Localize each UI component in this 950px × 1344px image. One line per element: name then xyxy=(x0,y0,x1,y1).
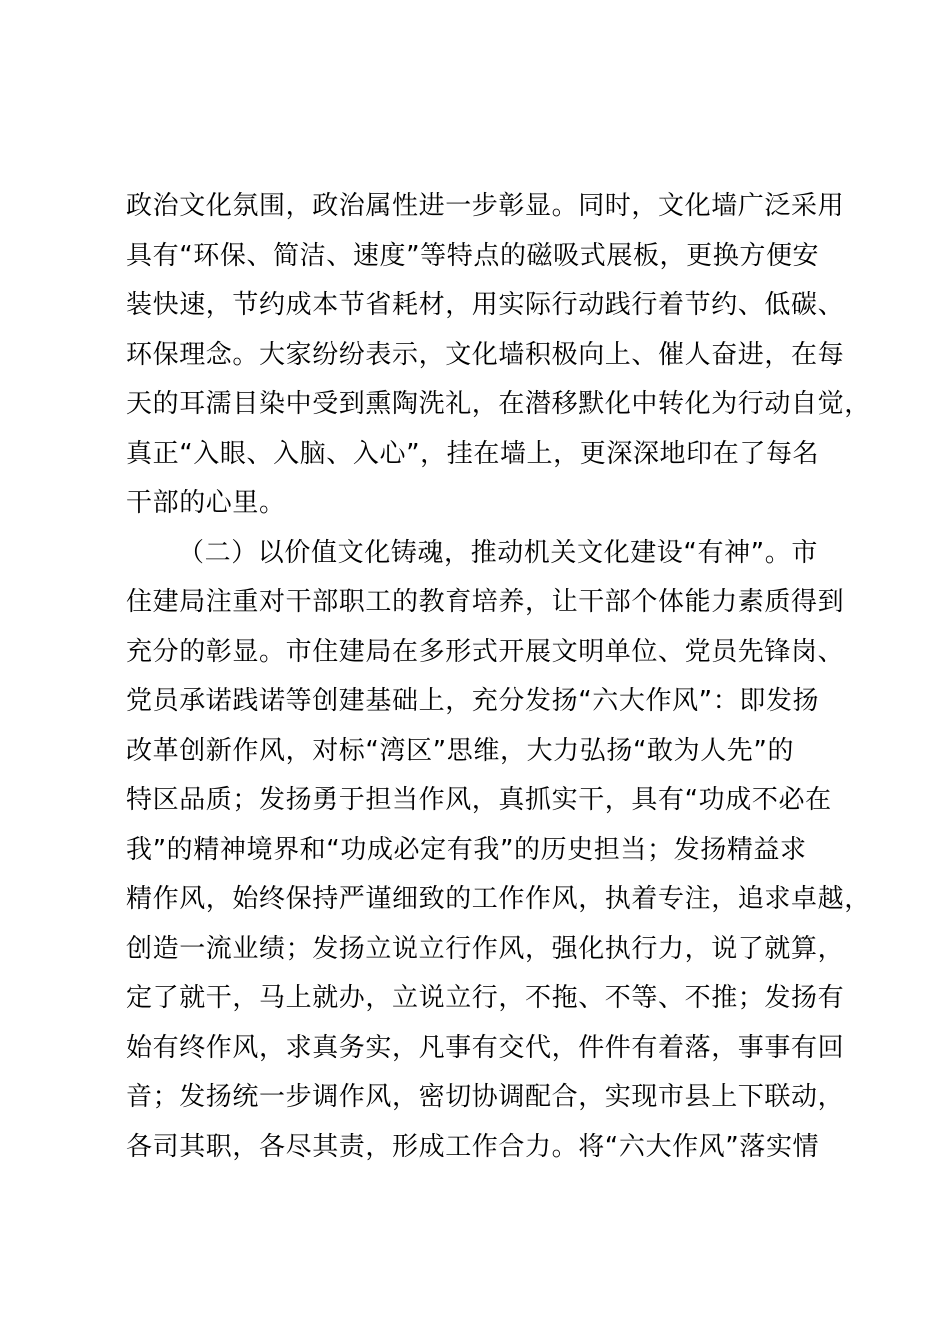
text-line: 改革创新作风，对标“湾区”思维，大力弘扬“敢为人先”的 xyxy=(126,735,795,766)
text-line: 政治文化氛围，政治属性进一步彰显。同时，文化墙广泛采用 xyxy=(126,191,845,221)
text-line: 天的耳濡目染中受到熏陶洗礼，在潜移默化中转化为行动自觉， xyxy=(126,389,871,419)
text-line: 充分的彰显。市住建局在多形式开展文明单位、党员先锋岗、 xyxy=(126,636,845,667)
text-line: 特区品质；发扬勇于担当作风，真抓实干，具有“功成不必在 xyxy=(126,785,832,815)
text-line: 装快速，节约成本节省耗材，用实际行动践行着节约、低碳、 xyxy=(126,290,845,320)
section-heading-line: （二）以价值文化铸魂，推动机关文化建设“有神”。市 xyxy=(178,537,818,568)
text-line: 我”的精神境界和“功成必定有我”的历史担当；发扬精益求 xyxy=(126,834,807,865)
text-line: 音；发扬统一步调作风，密切协调配合，实现市县上下联动， xyxy=(126,1082,845,1112)
body-text xyxy=(126,182,871,1172)
text-line: 创造一流业绩；发扬立说立行作风，强化执行力，说了就算， xyxy=(126,933,845,964)
text-line: 各司其职，各尽其责，形成工作合力。将“六大作风”落实情 xyxy=(126,1131,820,1162)
text-line: 精作风，始终保持严谨细致的工作作风，执着专注，追求卓越， xyxy=(126,884,871,914)
text-line: 党员承诺践诺等创建基础上，充分发扬“六大作风”：即发扬 xyxy=(126,686,820,716)
text-line: 真正“入眼、入脑、入心”，挂在墙上，更深深地印在了每名 xyxy=(126,438,820,469)
text-line: 住建局注重对干部职工的教育培养，让干部个体能力素质得到 xyxy=(126,587,845,617)
text-line: 具有“环保、简洁、速度”等特点的磁吸式展板，更换方便安 xyxy=(126,240,820,271)
text-line: 环保理念。大家纷纷表示，文化墙积极向上、催人奋进，在每 xyxy=(126,339,845,370)
text-line: 干部的心里。 xyxy=(126,488,286,518)
text-line: 定了就干，马上就办，立说立行，不拖、不等、不推；发扬有 xyxy=(126,983,845,1013)
text-line: 始有终作风，求真务实，凡事有交代，件件有着落，事事有回 xyxy=(126,1032,845,1063)
